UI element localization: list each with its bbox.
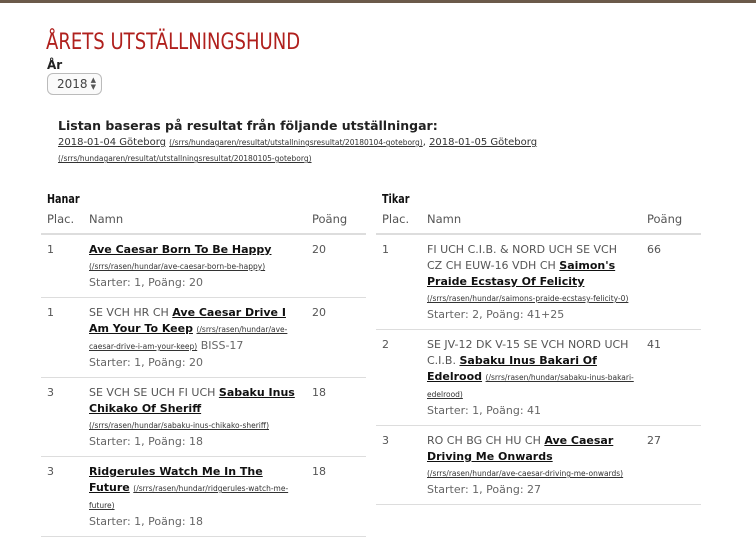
top-border	[0, 0, 756, 3]
dog-cell	[83, 298, 306, 378]
dog-url-link[interactable]: (/srrs/rasen/hundar/ave-caesar-born-be-happy)	[89, 262, 266, 271]
dog-name-link[interactable]: Sabaku Inus Chikako Of Sheriff	[89, 386, 295, 415]
placement: 3	[376, 426, 421, 505]
dog-titles: FI UCH C.I.B. & NORD UCH SE VCH CZ CH EUW-16 VDH CH	[427, 243, 618, 272]
dog-cell	[83, 234, 306, 298]
column-header-plac: Plac.	[41, 208, 83, 234]
table-row	[41, 298, 366, 378]
hanar-table	[41, 208, 366, 537]
column-header-poang: Poäng	[306, 208, 366, 234]
dog-url-link[interactable]: (/srrs/rasen/hundar/sabaku-inus-chikako-sheriff)	[89, 421, 269, 430]
starter-info: Starter: 2, Poäng: 41+25	[427, 308, 565, 321]
year-select[interactable]	[47, 73, 102, 95]
placement: 1	[41, 298, 83, 378]
select-arrows-icon: ▲ ▼	[90, 76, 96, 91]
show-list	[58, 135, 658, 167]
dog-name-link[interactable]: Ave Caesar Drive I Am Your To Keep	[89, 306, 286, 335]
year-select-value: 2018	[57, 77, 88, 91]
starter-info: Starter: 1, Poäng: 20	[89, 276, 204, 289]
starter-info: Starter: 1, Poäng: 18	[89, 515, 204, 528]
dog-titles: SE JV-12 DK V-15 SE VCH NORD UCH C.I.B.	[427, 338, 629, 367]
starter-info: Starter: 1, Poäng: 18	[89, 435, 204, 448]
placement: 1	[41, 234, 83, 298]
dog-name-link[interactable]: Ridgerules Watch Me In The Future	[89, 465, 263, 494]
table-row	[376, 426, 701, 505]
column-header-namn: Namn	[83, 208, 306, 234]
points: 20	[306, 298, 366, 378]
dog-cell	[83, 457, 306, 537]
show-separator: ,	[422, 137, 430, 148]
dog-name-link[interactable]: Ave Caesar Driving Me Onwards	[427, 434, 614, 463]
table-row	[376, 234, 701, 330]
points: 20	[306, 234, 366, 298]
dog-url-link[interactable]: (/srrs/rasen/hundar/sabaku-inus-bakari-edelrood)	[427, 373, 634, 399]
dog-award: BISS-17	[200, 339, 244, 352]
table-row	[41, 378, 366, 457]
placement: 2	[376, 330, 421, 426]
dog-url-link[interactable]: (/srrs/rasen/hundar/ave-caesar-driving-me-onwards)	[427, 469, 624, 478]
hanar-heading: Hanar	[47, 192, 80, 206]
dog-titles: RO CH BG CH HU CH	[427, 434, 541, 447]
table-row	[41, 234, 366, 298]
show-link-2[interactable]: 2018-01-05 Göteborg	[429, 137, 538, 148]
show-url-1[interactable]: (/srrs/hundagaren/resultat/utstallningsresultat/20180104-goteborg)	[169, 138, 423, 147]
starter-info: Starter: 1, Poäng: 27	[427, 483, 542, 496]
dog-name-link[interactable]: Ave Caesar Born To Be Happy	[89, 243, 272, 256]
points: 41	[641, 330, 701, 426]
points: 66	[641, 234, 701, 330]
basis-heading: Listan baseras på resultat från följande utställningar:	[58, 118, 438, 133]
starter-info: Starter: 1, Poäng: 20	[89, 356, 204, 369]
dog-titles: SE VCH HR CH	[89, 306, 169, 319]
table-header-row	[41, 208, 366, 234]
column-header-plac: Plac.	[376, 208, 421, 234]
table-row	[41, 457, 366, 537]
tikar-heading: Tikar	[382, 192, 410, 206]
column-header-poang: Poäng	[641, 208, 701, 234]
tikar-table	[376, 208, 701, 505]
dog-name-link[interactable]: Saimon's Praide Ecstasy Of Felicity	[427, 259, 616, 288]
dog-name-link[interactable]: Sabaku Inus Bakari Of Edelrood	[427, 354, 597, 383]
table-row	[376, 330, 701, 426]
dog-cell	[421, 234, 641, 330]
show-link-1[interactable]: 2018-01-04 Göteborg	[58, 137, 166, 148]
dog-url-link[interactable]: (/srrs/rasen/hundar/ridgerules-watch-me-future)	[89, 484, 289, 510]
show-url-2[interactable]: (/srrs/hundagaren/resultat/utstallningsresultat/20180105-goteborg)	[58, 154, 312, 163]
dog-cell	[421, 330, 641, 426]
dog-cell	[83, 378, 306, 457]
dog-titles: SE VCH SE UCH FI UCH	[89, 386, 216, 399]
year-label: År	[47, 58, 63, 72]
page-title: ÅRETS UTSTÄLLNINGSHUND	[46, 30, 301, 55]
dog-cell	[421, 426, 641, 505]
column-header-namn: Namn	[421, 208, 641, 234]
table-header-row	[376, 208, 701, 234]
placement: 3	[41, 378, 83, 457]
starter-info: Starter: 1, Poäng: 41	[427, 404, 542, 417]
placement: 3	[41, 457, 83, 537]
points: 27	[641, 426, 701, 505]
dog-url-link[interactable]: (/srrs/rasen/hundar/ave-caesar-drive-i-am-your-keep)	[89, 325, 288, 351]
points: 18	[306, 457, 366, 537]
placement: 1	[376, 234, 421, 330]
dog-url-link[interactable]: (/srrs/rasen/hundar/saimons-praide-ecstasy-felicity-0)	[427, 294, 629, 303]
points: 18	[306, 378, 366, 457]
